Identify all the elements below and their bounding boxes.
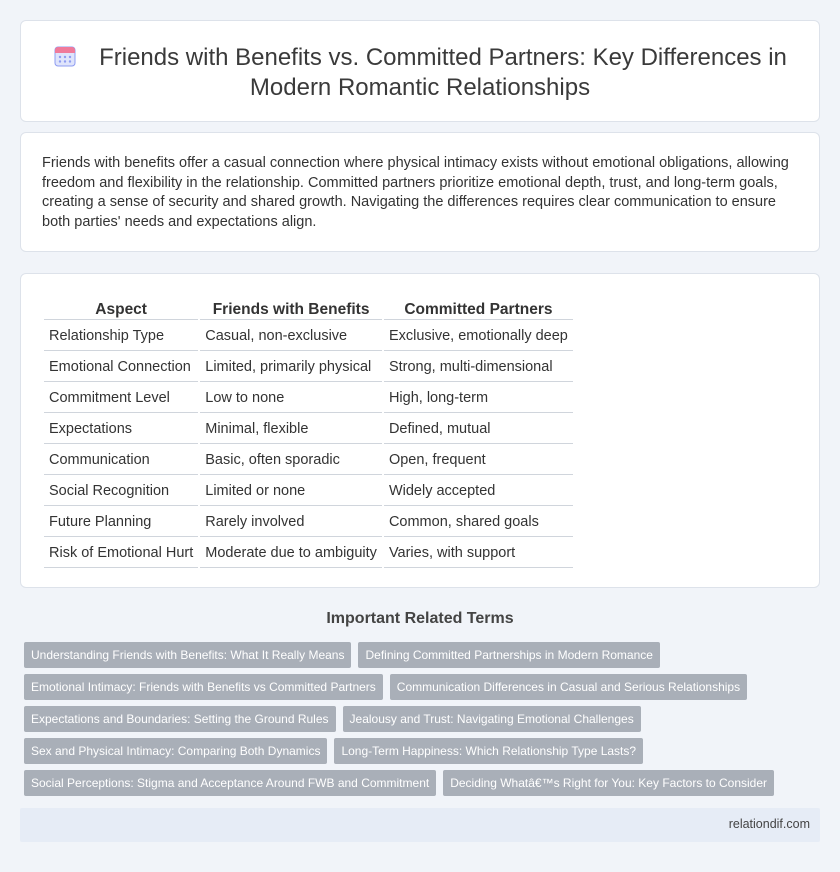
table-row: [44, 384, 573, 413]
table-cell: Strong, multi-dimensional: [384, 353, 573, 382]
table-cell: Relationship Type: [44, 322, 198, 351]
table-cell: Expectations: [44, 415, 198, 444]
comparison-card: [20, 273, 820, 588]
table-cell: Limited, primarily physical: [200, 353, 382, 382]
related-term-link[interactable]: Emotional Intimacy: Friends with Benefits vs Committed Partners: [24, 674, 383, 700]
table-header-row: [44, 297, 573, 320]
related-term-link[interactable]: Deciding Whatâ€™s Right for You: Key Factors to Consider: [443, 770, 774, 796]
title-wrap: [41, 43, 799, 103]
related-term-link[interactable]: Long-Term Happiness: Which Relationship Type Lasts?: [334, 738, 643, 764]
table-cell: Communication: [44, 446, 198, 475]
table-cell: High, long-term: [384, 384, 573, 413]
page-title-text: Friends with Benefits vs. Committed Partners: Key Differences in Modern Romantic Relationships: [99, 44, 787, 101]
table-cell: Widely accepted: [384, 477, 573, 506]
related-term-link[interactable]: Sex and Physical Intimacy: Comparing Both Dynamics: [24, 738, 327, 764]
table-cell: Risk of Emotional Hurt: [44, 539, 198, 568]
related-terms-heading: Important Related Terms: [326, 610, 514, 627]
table-cell: Varies, with support: [384, 539, 573, 568]
related-terms-list: [24, 642, 814, 802]
related-term-link[interactable]: Jealousy and Trust: Navigating Emotional Challenges: [343, 706, 641, 732]
table-cell: Low to none: [200, 384, 382, 413]
tag-row: [24, 738, 814, 764]
table-cell: Common, shared goals: [384, 508, 573, 537]
related-term-link[interactable]: Defining Committed Partnerships in Modern Romance: [358, 642, 659, 668]
related-term-link[interactable]: Social Perceptions: Stigma and Acceptance Around FWB and Commitment: [24, 770, 436, 796]
table-row: [44, 353, 573, 382]
table-cell: Basic, often sporadic: [200, 446, 382, 475]
table-cell: Open, frequent: [384, 446, 573, 475]
tag-row: [24, 674, 814, 700]
table-row: [44, 415, 573, 444]
footer: [20, 808, 820, 842]
tag-row: [24, 706, 814, 732]
table-cell: Rarely involved: [200, 508, 382, 537]
related-term-link[interactable]: Expectations and Boundaries: Setting the Ground Rules: [24, 706, 336, 732]
calendar-icon: [53, 44, 77, 68]
page-title: [41, 43, 799, 103]
table-cell: Limited or none: [200, 477, 382, 506]
related-term-link[interactable]: Understanding Friends with Benefits: What It Really Means: [24, 642, 351, 668]
table-cell: Moderate due to ambiguity: [200, 539, 382, 568]
table-cell: Exclusive, emotionally deep: [384, 322, 573, 351]
table-cell: Commitment Level: [44, 384, 198, 413]
table-cell: Emotional Connection: [44, 353, 198, 382]
tag-row: [24, 770, 814, 796]
table-cell: Defined, mutual: [384, 415, 573, 444]
footer-site-name: relationdif.com: [728, 817, 810, 831]
header-card: [20, 20, 820, 122]
column-header-committed: Committed Partners: [384, 297, 573, 320]
intro-card: [20, 132, 820, 252]
column-header-fwb: Friends with Benefits: [200, 297, 382, 320]
column-header-aspect: Aspect: [44, 297, 198, 320]
table-row: [44, 322, 573, 351]
table-cell: Social Recognition: [44, 477, 198, 506]
table-cell: Future Planning: [44, 508, 198, 537]
table-row: [44, 508, 573, 537]
intro-text: Friends with benefits offer a casual connection where physical intimacy exists without emotional obligations, allowing freedom and flexibility in the relationship. Committed partners prioritize emotional depth, trust, and long-term goals, creating a sense of security and shared growth. Navigating the differences requires clear communication to ensure both parties' needs and expectations align.: [42, 155, 789, 230]
table-row: [44, 446, 573, 475]
table-cell: Casual, non-exclusive: [200, 322, 382, 351]
table-row: [44, 539, 573, 568]
tag-row: [24, 642, 814, 668]
comparison-table: [42, 295, 575, 570]
table-cell: Minimal, flexible: [200, 415, 382, 444]
related-term-link[interactable]: Communication Differences in Casual and Serious Relationships: [390, 674, 747, 700]
table-row: [44, 477, 573, 506]
